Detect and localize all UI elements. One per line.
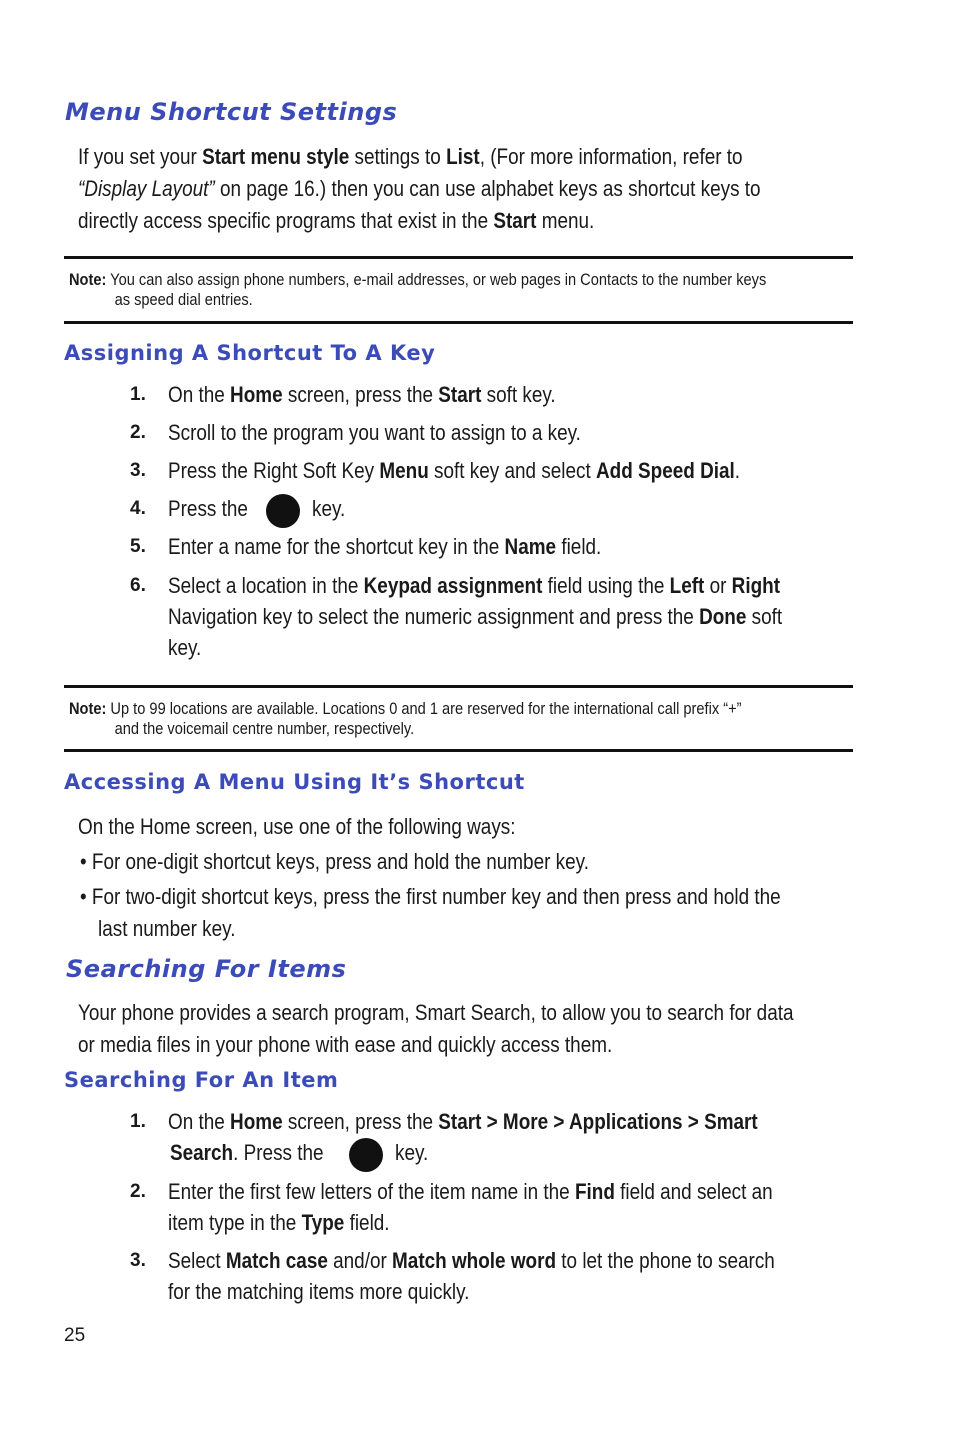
paragraph-accessing-intro: On the Home screen, use one of the following ways: bbox=[78, 814, 516, 839]
step-text: Press the Right Soft Key Menu soft key and select Add Speed Dial. bbox=[168, 458, 741, 483]
step-text: Enter the first few letters of the item name in the Find field and select an item type in the Type field. bbox=[168, 1179, 773, 1235]
note-top-rule bbox=[64, 256, 853, 259]
step-text: key. bbox=[312, 496, 346, 521]
note-locations: Note: Up to 99 locations are available. Locations 0 and 1 are reserved for the international call prefix “+” and the voicemail centre number, respectively. bbox=[69, 699, 742, 738]
paragraph-smart-search: Your phone provides a search program, Smart Search, to allow you to search for data or media files in your phone with ease and quickly access them. bbox=[78, 1000, 794, 1057]
note-bottom-rule bbox=[64, 321, 853, 324]
paragraph-menu-shortcut: If you set your Start menu style settings to List, (For more information, refer to “Display Layout” on page 16.) then you can use alphabet keys as shortcut keys to directly access specific programs that exist in the Start menu. bbox=[78, 144, 761, 233]
step-number: 1. bbox=[130, 1111, 146, 1132]
bullet-two-digit: • For two-digit shortcut keys, press the first number key and then press and hold the last number key. bbox=[80, 884, 781, 941]
step-text: Search. Press the bbox=[170, 1140, 324, 1165]
heading-menu-shortcut-settings: Menu Shortcut Settings bbox=[65, 98, 398, 126]
step-text: Enter a name for the shortcut key in the Name field. bbox=[168, 534, 602, 559]
heading-accessing-menu: Accessing A Menu Using It’s Shortcut bbox=[64, 770, 525, 794]
step-number: 2. bbox=[130, 422, 146, 443]
heading-assigning-shortcut: Assigning A Shortcut To A Key bbox=[64, 341, 436, 365]
step-text: On the Home screen, press the Start > More > Applications > Smart bbox=[168, 1109, 758, 1134]
center-key-icon bbox=[266, 494, 300, 528]
step-text: On the Home screen, press the Start soft key. bbox=[168, 382, 556, 407]
step-text: Select a location in the Keypad assignment field using the Left or Right Navigation key to select the numeric assignment and press the Done soft key. bbox=[168, 573, 783, 660]
step-number: 5. bbox=[130, 536, 146, 557]
note-top-rule bbox=[64, 685, 853, 688]
step-number: 2. bbox=[130, 1181, 146, 1202]
heading-searching-an-item: Searching For An Item bbox=[64, 1068, 339, 1092]
page-number: 25 bbox=[64, 1325, 86, 1346]
step-text: key. bbox=[395, 1140, 429, 1165]
step-text: Scroll to the program you want to assign to a key. bbox=[168, 420, 581, 445]
step-number: 1. bbox=[130, 384, 146, 405]
step-number: 4. bbox=[130, 498, 146, 519]
step-number: 3. bbox=[130, 460, 146, 481]
bullet-one-digit: • For one-digit shortcut keys, press and hold the number key. bbox=[80, 849, 589, 874]
step-number: 6. bbox=[130, 575, 146, 596]
center-key-icon bbox=[349, 1138, 383, 1172]
note-bottom-rule bbox=[64, 749, 853, 752]
step-text: Press the bbox=[168, 496, 248, 521]
note-speed-dial: Note: You can also assign phone numbers, e-mail addresses, or web pages in Contacts to the number keys as speed dial entries. bbox=[69, 270, 767, 309]
step-text: Select Match case and/or Match whole word to let the phone to search for the matching items more quickly. bbox=[168, 1248, 775, 1304]
heading-searching-items: Searching For Items bbox=[66, 955, 347, 983]
step-number: 3. bbox=[130, 1250, 146, 1271]
